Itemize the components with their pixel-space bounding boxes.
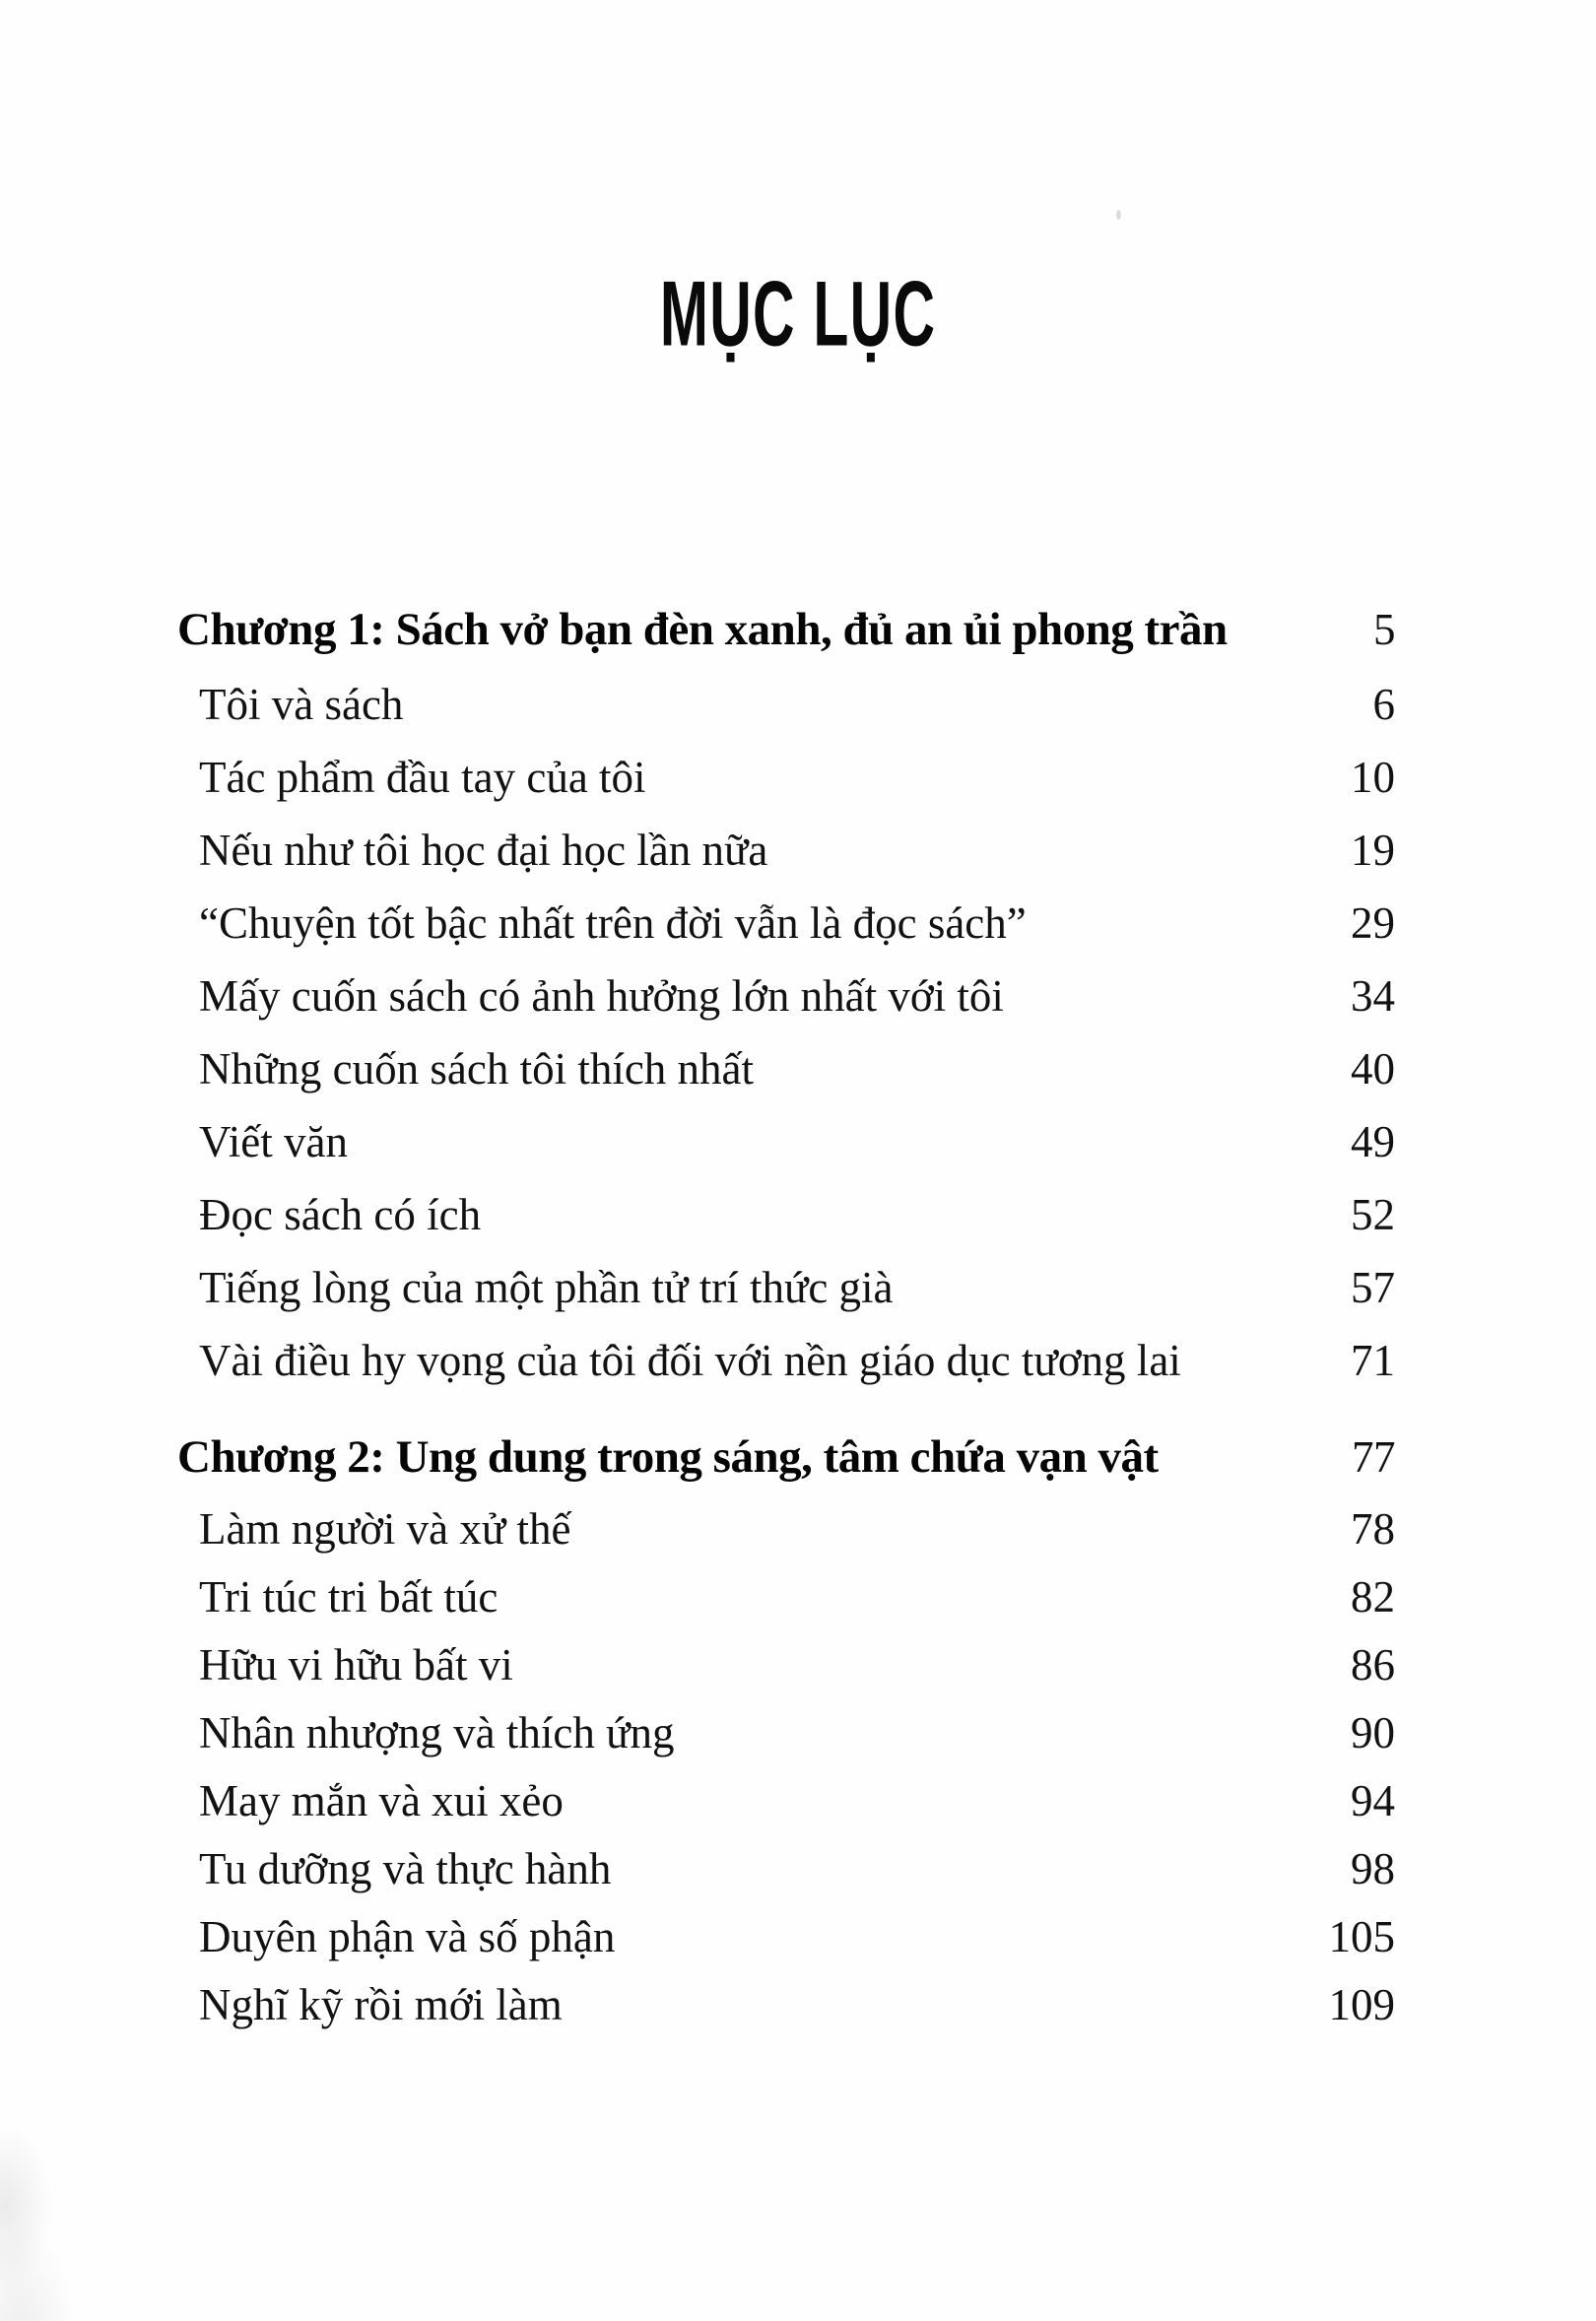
toc-entry-page: 19 [1351, 826, 1395, 875]
chapter-2-page-number: 77 [1352, 1432, 1395, 1482]
toc-entry-label: Nếu như tôi học đại học lần nữa [199, 826, 768, 875]
toc-entry-row [177, 1631, 1395, 1699]
toc-entry-row [177, 1032, 1395, 1105]
chapter-2-heading-row [177, 1419, 1395, 1495]
toc-entry-row [177, 1251, 1395, 1324]
toc-entry-label: Những cuốn sách tôi thích nhất [199, 1044, 755, 1094]
toc-entry-label: “Chuyện tốt bậc nhất trên đời vẫn là đọc sách” [199, 898, 1027, 948]
toc-entry-label: May mắn và xui xẻo [199, 1776, 564, 1825]
toc-entry-row [177, 1699, 1395, 1767]
toc-entry-row [177, 814, 1395, 887]
chapter-1-entries [177, 668, 1395, 1397]
toc-entry-label: Làm người và xử thế [199, 1504, 571, 1554]
toc-entry-page: 57 [1351, 1263, 1395, 1312]
toc-entry-label: Tu dưỡng và thực hành [199, 1844, 612, 1893]
toc-entry-row [177, 1563, 1395, 1631]
toc-entry-label: Viết văn [199, 1117, 348, 1166]
toc-entry-row [177, 960, 1395, 1032]
toc-entry-label: Tiếng lòng của một phần tử trí thức già [199, 1263, 894, 1312]
toc-entry-label: Mấy cuốn sách có ảnh hưởng lớn nhất với tôi [199, 971, 1004, 1021]
toc-entry-label: Nghĩ kỹ rồi mới làm [199, 1980, 563, 2029]
chapter-2-heading: Chương 2: Ung dung trong sáng, tâm chứa vạn vật [177, 1431, 1159, 1483]
toc-entry-row [177, 1105, 1395, 1178]
toc-entry-label: Duyên phận và số phận [199, 1912, 616, 1961]
toc-entry-label: Vài điều hy vọng của tôi đối với nền giáo dục tương lai [199, 1336, 1181, 1385]
toc-entry-page: 78 [1351, 1504, 1395, 1554]
toc-entry-row [177, 1324, 1395, 1397]
table-of-contents [177, 591, 1395, 2039]
page-title-wrap [0, 262, 1596, 365]
chapter-1-heading-row [177, 591, 1395, 668]
toc-entry-label: Tôi và sách [199, 680, 404, 729]
toc-entry-label: Hữu vi hữu bất vi [199, 1640, 513, 1690]
toc-entry-row [177, 887, 1395, 960]
chapter-2-entries [177, 1495, 1395, 2039]
scan-smudge [0, 2098, 158, 2321]
toc-entry-page: 82 [1351, 1572, 1395, 1622]
toc-entry-row [177, 1903, 1395, 1971]
toc-entry-label: Nhân nhượng và thích ứng [199, 1708, 675, 1757]
toc-entry-row [177, 668, 1395, 741]
page-title: MỤC LỤC [659, 262, 937, 365]
toc-entry-page: 105 [1328, 1912, 1395, 1961]
chapter-1-heading: Chương 1: Sách vở bạn đèn xanh, đủ an ủi phong trần [177, 604, 1228, 655]
toc-entry-row [177, 1178, 1395, 1251]
chapter-1-page-number: 5 [1373, 605, 1395, 654]
toc-entry-label: Tác phẩm đầu tay của tôi [199, 753, 646, 802]
toc-entry-row [177, 1767, 1395, 1835]
toc-entry-label: Tri túc tri bất túc [199, 1572, 499, 1622]
toc-entry-page: 71 [1351, 1336, 1395, 1385]
toc-entry-page: 29 [1351, 898, 1395, 948]
toc-entry-page: 86 [1351, 1640, 1395, 1690]
toc-entry-page: 34 [1351, 971, 1395, 1021]
toc-entry-page: 52 [1351, 1190, 1395, 1239]
toc-entry-page: 49 [1351, 1117, 1395, 1166]
toc-entry-row [177, 1835, 1395, 1903]
toc-entry-page: 94 [1351, 1776, 1395, 1825]
toc-entry-page: 98 [1351, 1844, 1395, 1893]
toc-entry-row [177, 741, 1395, 814]
toc-entry-label: Đọc sách có ích [199, 1190, 482, 1239]
toc-entry-page: 6 [1372, 680, 1395, 729]
toc-entry-page: 90 [1351, 1708, 1395, 1757]
toc-entry-page: 10 [1351, 753, 1395, 802]
toc-entry-page: 109 [1328, 1980, 1395, 2029]
scan-speck [1116, 210, 1121, 220]
toc-entry-page: 40 [1351, 1044, 1395, 1094]
toc-entry-row [177, 1495, 1395, 1563]
toc-entry-row [177, 1971, 1395, 2039]
